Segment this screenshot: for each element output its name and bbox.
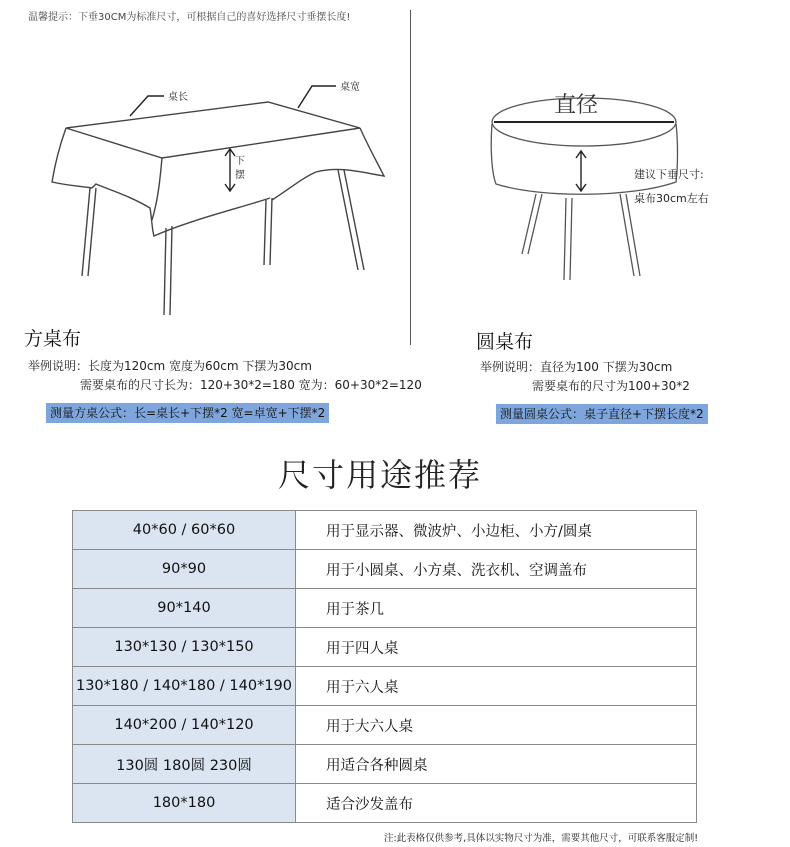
size-usage-title: 尺寸用途推荐 (277, 456, 482, 494)
usage-cell: 用于六人桌 (296, 667, 697, 706)
round-example-line2: 需要桌布的尺寸为100+30*2 (532, 379, 690, 393)
table-row (73, 550, 697, 589)
notice-text: 温馨提示：下垂30CM为标准尺寸，可根据自己的喜好选择尺寸垂摆长度! (28, 12, 351, 23)
suggest-drop-line2: 桌布30cm左右 (634, 192, 709, 205)
square-example-line1: 举例说明：长度为120cm 宽度为60cm 下摆为30cm (28, 359, 312, 373)
table-row (73, 589, 697, 628)
usage-cell: 用于大六人桌 (296, 706, 697, 745)
size-cell: 90*90 (73, 550, 296, 589)
round-cloth-title: 圆桌布 (476, 331, 534, 353)
usage-cell: 适合沙发盖布 (296, 784, 697, 823)
table-row (73, 745, 697, 784)
size-cell: 140*200 / 140*120 (73, 706, 296, 745)
size-cell: 90*140 (73, 589, 296, 628)
round-example-line1: 举例说明：直径为100 下摆为30cm (480, 360, 673, 374)
table-row (73, 511, 697, 550)
size-cell: 40*60 / 60*60 (73, 511, 296, 550)
usage-cell: 用于小圆桌、小方桌、洗衣机、空调盖布 (296, 550, 697, 589)
section-divider (410, 10, 411, 345)
square-example-line2: 需要桌布的尺寸长为：120+30*2=180 宽为：60+30*2=120 (80, 378, 422, 392)
size-cell: 180*180 (73, 784, 296, 823)
size-cell: 130*130 / 130*150 (73, 628, 296, 667)
square-formula-banner: 测量方桌公式：长=桌长+下摆*2 宽=卓宽+下摆*2 (46, 403, 329, 423)
label-drop-bottom: 摆 (235, 170, 245, 181)
suggest-drop-line1: 建议下垂尺寸: (634, 168, 704, 181)
round-formula-banner: 测量圆桌公式：桌子直径+下摆长度*2 (496, 404, 708, 424)
usage-cell: 用于四人桌 (296, 628, 697, 667)
label-table-length: 桌长 (168, 92, 188, 103)
usage-cell: 用适合各种圆桌 (296, 745, 697, 784)
footnote: 注:此表格仅供参考,具体以实物尺寸为准，需要其他尺寸，可联系客服定制! (383, 833, 698, 844)
usage-cell: 用于茶几 (296, 589, 697, 628)
table-row (73, 667, 697, 706)
label-drop-top: 下 (235, 156, 245, 167)
table-row (73, 784, 697, 823)
square-cloth-title: 方桌布 (24, 328, 82, 350)
label-diameter: 直径 (554, 93, 599, 118)
round-table-illustration (470, 70, 760, 290)
table-row (73, 628, 697, 667)
size-usage-table (72, 510, 697, 823)
usage-cell: 用于显示器、微波炉、小边柜、小方/圆桌 (296, 511, 697, 550)
label-table-width: 桌宽 (340, 82, 360, 93)
size-cell: 130*180 / 140*180 / 140*190 (73, 667, 296, 706)
size-cell: 130圆 180圆 230圆 (73, 745, 296, 784)
table-row (73, 706, 697, 745)
square-table-illustration (40, 60, 400, 330)
